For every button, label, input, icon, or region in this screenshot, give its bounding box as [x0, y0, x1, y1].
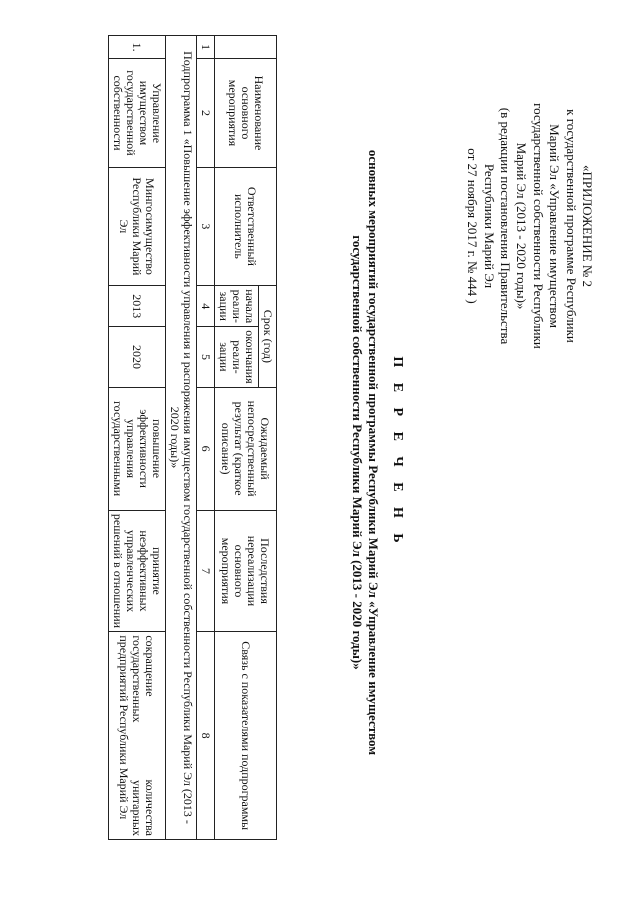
header-cell-link: Связь с показателями подпрограммы	[215, 632, 277, 840]
header-cell-result: Ожидаемый непосредственный результат (краткое описание)	[215, 387, 277, 510]
header-cell-empty	[215, 36, 277, 59]
header-cell-term: Срок (год)	[259, 286, 277, 387]
header-cell-consequences: Последствия нереализации основного мероприятия	[215, 510, 277, 632]
column-number: 5	[197, 327, 215, 387]
cell-end: 2020	[109, 327, 166, 387]
cell-result: повышение эффективности управления государственными	[109, 387, 166, 510]
appendix-line: от 27 ноября 2017 г. № 444 )	[465, 148, 481, 304]
column-number: 3	[197, 167, 215, 286]
subprogram-title: Подпрограмма 1 «Повышение эффективности управления и распоряжения имуществом государственной собственности Республики Марий Эл (2013 - 2020 годы)»	[166, 36, 197, 840]
appendix-line: «ПРИЛОЖЕНИЕ № 2	[580, 164, 595, 288]
header-row	[259, 36, 277, 840]
cell-consequences: принятие неэффективных управленческих решений в отношении	[109, 510, 166, 632]
header-cell-name: Наименование основного мероприятия	[215, 59, 277, 167]
column-number: 1	[197, 36, 215, 59]
header-cell-executor: Ответственный исполнитель	[215, 167, 277, 286]
column-number: 6	[197, 387, 215, 510]
appendix-line: Республики Марий Эл	[481, 163, 497, 289]
subprogram-row	[166, 36, 197, 840]
header-cell-start: начала реали-зации	[215, 286, 259, 327]
document-title: П Е Р Е Ч Е Н Ь	[390, 356, 405, 549]
subtitle-line: государственной собственности Республики Марий Эл (2013 - 2020 годы)»	[350, 235, 365, 670]
appendix-line: к государственной программе Республики	[563, 109, 579, 343]
column-number: 2	[197, 59, 215, 167]
column-numbers-row	[197, 36, 215, 840]
row-number: 1.	[109, 36, 166, 59]
measures-table	[108, 35, 277, 840]
cell-start: 2013	[109, 286, 166, 327]
column-number: 8	[197, 632, 215, 840]
document-heading	[349, 0, 405, 905]
appendix-line: Марий Эл (2013 - 2020 годы)»	[514, 142, 530, 310]
document-subtitle	[349, 0, 381, 905]
appendix-line: государственной собственности Республики	[530, 103, 546, 349]
column-number: 7	[197, 510, 215, 632]
cell-executor: Мингосимущество Республики Марий Эл	[109, 167, 166, 286]
column-number: 4	[197, 286, 215, 327]
cell-link: сокращение количества государственных унитарных предприятий Республики Марий Эл	[109, 632, 166, 840]
subtitle-line: основных мероприятий государственной программы Республики Марий Эл «Управление имуществом	[366, 149, 381, 756]
table-row	[109, 36, 166, 840]
header-cell-end: окончания реали-зации	[215, 327, 259, 387]
appendix-line: Марий Эл «Управление имуществом	[547, 124, 563, 328]
appendix-block	[464, 80, 595, 372]
cell-name: Управление имуществом государственной собственности	[109, 59, 166, 167]
appendix-line: (в редакции постановления Правительства	[497, 107, 513, 345]
